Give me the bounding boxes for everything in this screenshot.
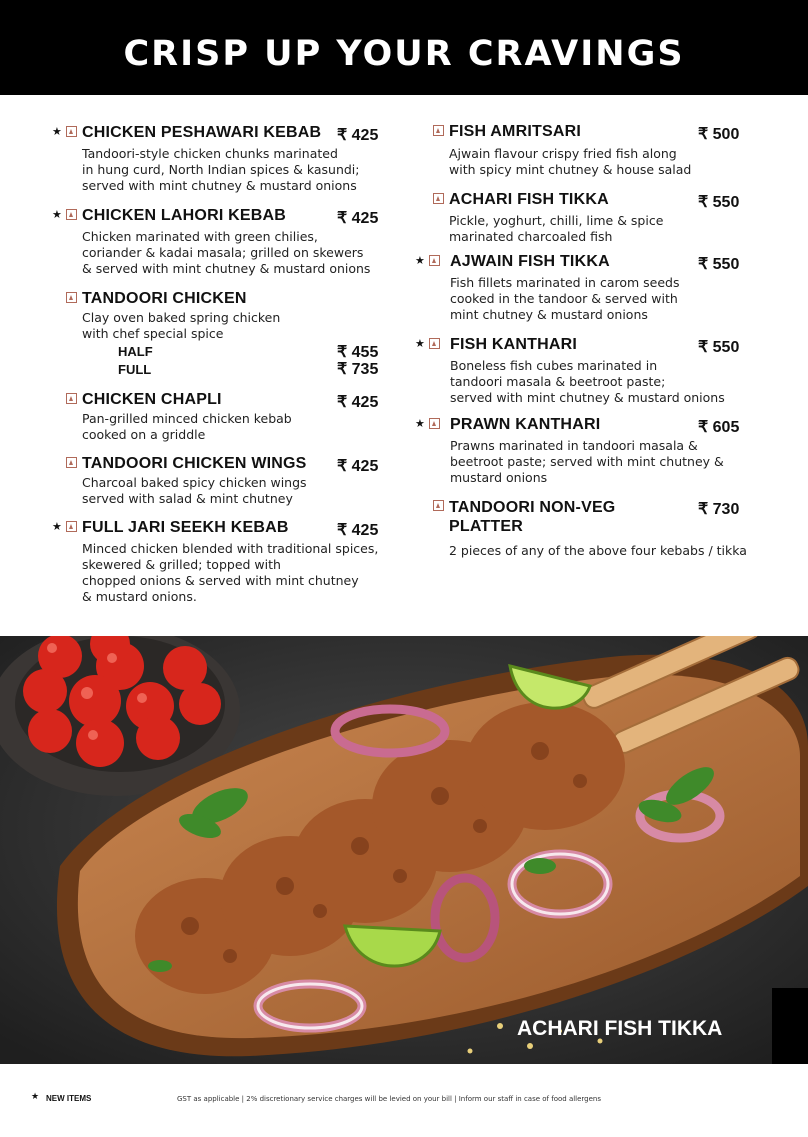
menu-item: [415, 416, 799, 488]
item-description: Clay oven baked spring chicken with chef special spice: [82, 310, 281, 341]
portion-price: ₹ 455: [337, 344, 379, 361]
new-items-legend: NEW ITEMS: [46, 1094, 92, 1103]
item-name: TANDOORI CHICKEN WINGS: [82, 455, 307, 472]
menu-item: [419, 191, 799, 246]
portion-label: FULL: [118, 362, 152, 377]
item-price: ₹ 605: [698, 419, 740, 436]
non-veg-icon: [66, 457, 77, 468]
menu-item: [52, 207, 392, 277]
new-item-star-icon: ★: [52, 520, 62, 533]
new-item-star-icon: ★: [415, 254, 425, 267]
menu-item: [415, 253, 799, 325]
item-name: FISH AMRITSARI: [449, 123, 581, 140]
item-description: Fish fillets marinated in carom seeds cooked in the tandoor & served with mint chutney & mustard onions: [450, 275, 680, 322]
menu-item: [419, 123, 799, 178]
item-description: Pickle, yoghurt, chilli, lime & spice marinated charcoaled fish: [449, 213, 664, 244]
item-description: 2 pieces of any of the above four kebabs / tikka: [449, 543, 747, 558]
page-header: [0, 0, 808, 95]
item-price: ₹ 550: [698, 339, 740, 356]
item-name: CHICKEN CHAPLI: [82, 391, 222, 408]
photo-caption: ACHARI FISH TIKKA: [517, 1017, 723, 1040]
new-item-star-icon: ★: [415, 417, 425, 430]
new-item-star-icon: ★: [52, 125, 62, 138]
menu-item: [52, 455, 392, 507]
item-price: ₹ 425: [337, 127, 379, 144]
menu-item: [52, 519, 397, 607]
menu-item: [52, 124, 392, 194]
non-veg-icon: [429, 255, 440, 266]
item-name: FISH KANTHARI: [450, 336, 578, 353]
item-price: ₹ 730: [698, 501, 740, 518]
item-name: TANDOORI CHICKEN: [82, 290, 247, 307]
new-item-star-icon: ★: [52, 208, 62, 221]
non-veg-icon: [66, 209, 77, 220]
item-description: Boneless fish cubes marinated in tandoori masala & beetroot paste; served with mint chutney & mustard onions: [450, 358, 725, 405]
item-price: ₹ 425: [337, 210, 379, 227]
item-name: TANDOORI NON-VEG PLATTER: [449, 499, 616, 535]
item-name: CHICKEN PESHAWARI KEBAB: [82, 124, 322, 141]
menu-item: [419, 498, 799, 563]
item-description: Prawns marinated in tandoori masala & beetroot paste; served with mint chutney & mustard onions: [450, 438, 724, 485]
page-title: CRISP UP YOUR CRAVINGS: [123, 34, 685, 74]
non-veg-icon: [433, 500, 444, 511]
footer-note: GST as applicable | 2% discretionary service charges will be levied on your bill | Inform our staff in case of food allergens: [177, 1095, 602, 1103]
non-veg-icon: [429, 338, 440, 349]
portion-label: HALF: [118, 344, 153, 359]
item-price: ₹ 550: [698, 256, 740, 273]
item-price: ₹ 550: [698, 194, 740, 211]
menu-item: [415, 336, 799, 408]
item-price: ₹ 425: [337, 458, 379, 475]
portion-price: ₹ 735: [337, 361, 379, 378]
item-name: ACHARI FISH TIKKA: [449, 191, 609, 208]
non-veg-icon: [66, 292, 77, 303]
item-price: ₹ 500: [698, 126, 740, 143]
item-name: AJWAIN FISH TIKKA: [450, 253, 610, 270]
item-price: ₹ 425: [337, 394, 379, 411]
non-veg-icon: [433, 193, 444, 204]
item-description: Minced chicken blended with traditional spices, skewered & grilled; topped with chopped onions & served with mint chutney & mustard onions.: [82, 541, 379, 604]
non-veg-icon: [66, 126, 77, 137]
non-veg-icon: [66, 393, 77, 404]
item-description: Tandoori-style chicken chunks marinated in hung curd, North Indian spices & kasundi; served with mint chutney & mustard onions: [82, 146, 360, 193]
item-price: ₹ 425: [337, 522, 379, 539]
new-item-star-icon: ★: [415, 337, 425, 350]
non-veg-icon: [66, 521, 77, 532]
non-veg-icon: [429, 418, 440, 429]
decorative-tab: [772, 988, 808, 1064]
menu-item: [52, 391, 392, 443]
item-name: PRAWN KANTHARI: [450, 416, 601, 433]
item-description: Chicken marinated with green chilies, coriander & kadai masala; grilled on skewers & served with mint chutney & mustard onions: [82, 229, 371, 276]
menu-item: [52, 290, 392, 380]
food-photo: [0, 636, 808, 1064]
non-veg-icon: [433, 125, 444, 136]
new-item-star-icon: ★: [31, 1092, 40, 1102]
item-description: Pan-grilled minced chicken kebab cooked on a griddle: [82, 411, 292, 442]
item-description: Charcoal baked spicy chicken wings served with salad & mint chutney: [82, 475, 307, 506]
item-name: CHICKEN LAHORI KEBAB: [82, 207, 286, 224]
item-description: Ajwain flavour crispy fried fish along with spicy mint chutney & house salad: [449, 146, 692, 177]
item-name: FULL JARI SEEKH KEBAB: [82, 519, 289, 536]
